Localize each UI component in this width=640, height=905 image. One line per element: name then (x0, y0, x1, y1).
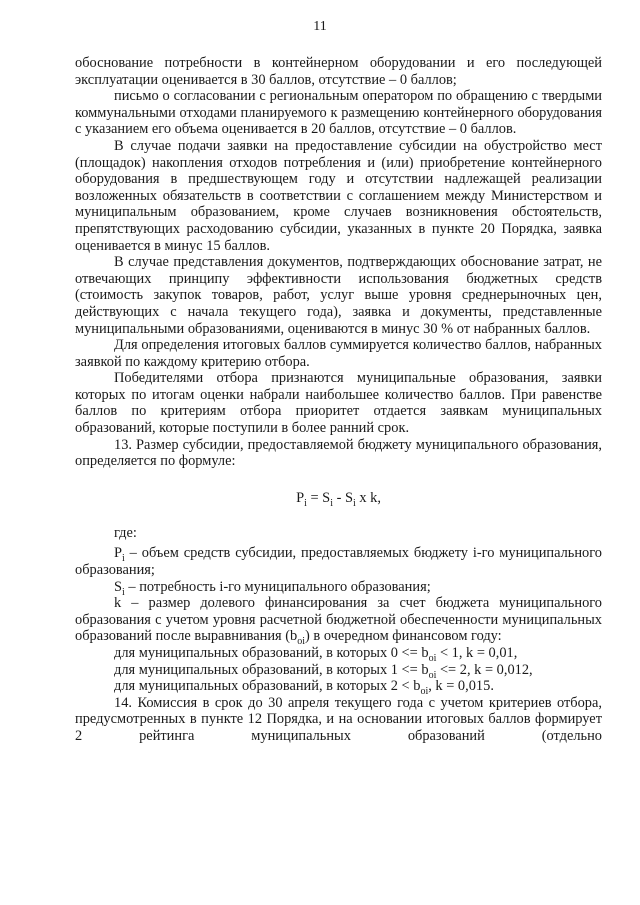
paragraph-13: 13. Размер субсидии, предоставляемой бюджету муниципального образования, определяется по формуле: (75, 436, 602, 470)
paragraph-2: письмо о согласовании с региональным оператором по обращению с твердыми коммунальными отходами планируемого к размещению контейнерного оборудования с указанием его объема оценивается в 20 баллов, отсутствие – 0 баллов. (75, 88, 602, 138)
paragraph-6: Победителями отбора признаются муниципальные образования, заявки которых по итогам оценки набрали наибольшее количество баллов. При равенстве баллов по критериям отбора приоритет отдается заявкам муниципальных образований, которые поступили в более ранний срок. (75, 370, 602, 437)
definition-p: $P_i$ – объем средств субсидии, предоставляемых бюджету i-го муниципального образования; (75, 545, 602, 579)
page-number: 11 (313, 19, 327, 34)
document-body (75, 55, 602, 745)
subsidy-formula: $P_i = S_i - S_i$ x k, (296, 489, 381, 509)
paragraph-14: 14. Комиссия в срок до 30 апреля текущего года с учетом критериев отбора, предусмотренных в пункте 12 Порядка, и на основании итоговых баллов формирует 2 рейтинга муниципальных образований (отдельно (75, 694, 602, 744)
paragraph-3: В случае подачи заявки на предоставление субсидии на обустройство мест (площадок) накопления отходов потребления и (или) приобретение контейнерного оборудования в предшествующем году и отсутствии надлежащей реализации возложенных обязательств в соответствии с соглашением между Министерством и муниципальным образованием, кроме случаев возникновения обстоятельств, препятствующих расходованию субсидии, указанных в пункте 20 Порядка, заявка оценивается в минус 15 баллов. (75, 137, 602, 254)
definition-s: $S_i$ – потребность i-го муниципального образования; (114, 578, 431, 598)
paragraph-1: обоснование потребности в контейнерном оборудовании и его последующей эксплуатации оценивается в 30 баллов, отсутствие – 0 баллов; (75, 55, 602, 88)
where-label: где: (114, 524, 137, 541)
paragraph-4: В случае представления документов, подтверждающих обоснование затрат, не отвечающих принципу эффективности использования бюджетных средств (стоимость закупок товаров, работ, услуг выше уровня среднерыночных цен, действующих с начала текущего года), заявка и документы, представленные муниципальными образованиями, оцениваются в минус 30 % от набранных баллов. (75, 254, 602, 337)
rule-2: для муниципальных образований, в которых $1 <= b_{oi} <= 2$, k = 0,012, (114, 661, 533, 681)
paragraph-5: Для определения итоговых баллов суммируется количество баллов, набранных заявкой по каждому критерию отбора. (75, 337, 602, 370)
definition-k: k – размер долевого финансирования за счет бюджета муниципального образования с учетом уровня расчетной бюджетной обеспеченности муниципальных образований после выравнивания $(b_{oi})$ в очередном финансовом году: (75, 595, 602, 648)
rule-3: для муниципальных образований, в которых $2 < b_{oi}$, k = 0,015. (114, 678, 494, 698)
rule-1: для муниципальных образований, в которых $0 <= b_{oi} < 1$, k = 0,01, (114, 645, 518, 664)
